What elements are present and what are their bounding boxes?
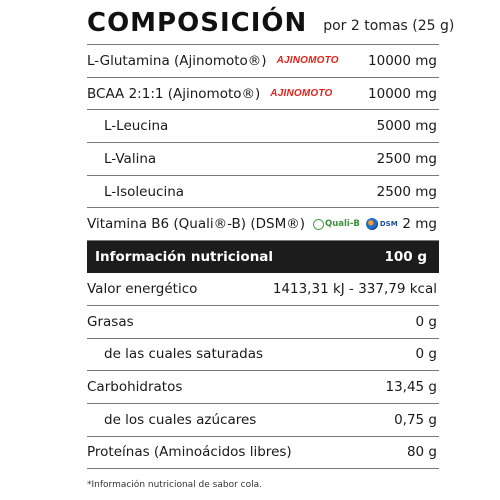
ingredient-name: L-Valina [104, 150, 157, 167]
nutrient-name: Carbohidratos [87, 379, 183, 396]
table-row [87, 143, 439, 176]
table-row [87, 78, 439, 111]
table-row [87, 208, 439, 241]
dsm-logo-text: DSM [379, 220, 398, 229]
footnote: *Información nutricional de sabor cola. [87, 480, 262, 490]
nutrient-name: de las cuales saturadas [104, 346, 264, 363]
nutrient-value: 80 g [406, 444, 437, 461]
nutrient-value: 1413,31 kJ - 337,79 kcal [272, 280, 437, 297]
ingredient-name: Vitamina B6 (Quali®-B) (DSM®) [87, 216, 305, 233]
ingredient-name: L-Isoleucina [104, 183, 185, 200]
composition-table [87, 44, 439, 469]
ingredient-label [87, 216, 398, 232]
nutrient-value: 13,45 g [385, 379, 437, 396]
nutrient-name: Proteínas (Aminoácidos libres) [87, 444, 292, 461]
quali-b-logo [313, 219, 360, 230]
nutrient-value: 0,75 g [394, 411, 437, 428]
nutrient-value: 0 g [415, 346, 437, 363]
ingredient-value: 10000 mg [368, 85, 437, 102]
ingredient-value: 5000 mg [376, 118, 437, 135]
ingredient-name: L-Glutamina (Ajinomoto®) [87, 52, 267, 69]
ingredient-label [87, 53, 339, 69]
ajinomoto-logo: AJINOMOTO [276, 55, 339, 67]
ingredient-name: L-Leucina [104, 118, 169, 135]
dsm-icon [366, 218, 378, 230]
table-row [87, 404, 439, 437]
nutrient-name: Valor energético [87, 280, 198, 297]
table-row [87, 176, 439, 209]
nutrient-value: 0 g [415, 313, 437, 330]
table-row [87, 339, 439, 372]
ingredient-value: 2500 mg [376, 150, 437, 167]
composition-header [87, 2, 454, 38]
serving-size: por 2 tomas (25 g) [323, 18, 455, 34]
table-row [87, 110, 439, 143]
table-row [87, 273, 439, 306]
table-row [87, 371, 439, 404]
table-row [87, 437, 439, 470]
nutrition-header-label: Información nutricional [95, 248, 274, 265]
quali-b-icon [313, 219, 324, 230]
table-row [87, 306, 439, 339]
ingredient-name: BCAA 2:1:1 (Ajinomoto®) [87, 85, 261, 102]
table-row [87, 45, 439, 78]
quali-b-logo-text: Quali-B [325, 219, 360, 230]
nutrient-name: Grasas [87, 313, 134, 330]
ingredient-label [87, 86, 332, 102]
page-title: COMPOSICIÓN [87, 8, 308, 38]
nutrition-header-value: 100 g [384, 248, 427, 265]
ingredient-value: 2500 mg [376, 183, 437, 200]
nutrition-header [87, 241, 439, 273]
dsm-logo [366, 218, 398, 230]
ajinomoto-logo: AJINOMOTO [270, 88, 333, 100]
ingredient-value: 2 mg [402, 216, 437, 233]
ingredient-value: 10000 mg [368, 52, 437, 69]
nutrient-name: de los cuales azúcares [104, 411, 257, 428]
